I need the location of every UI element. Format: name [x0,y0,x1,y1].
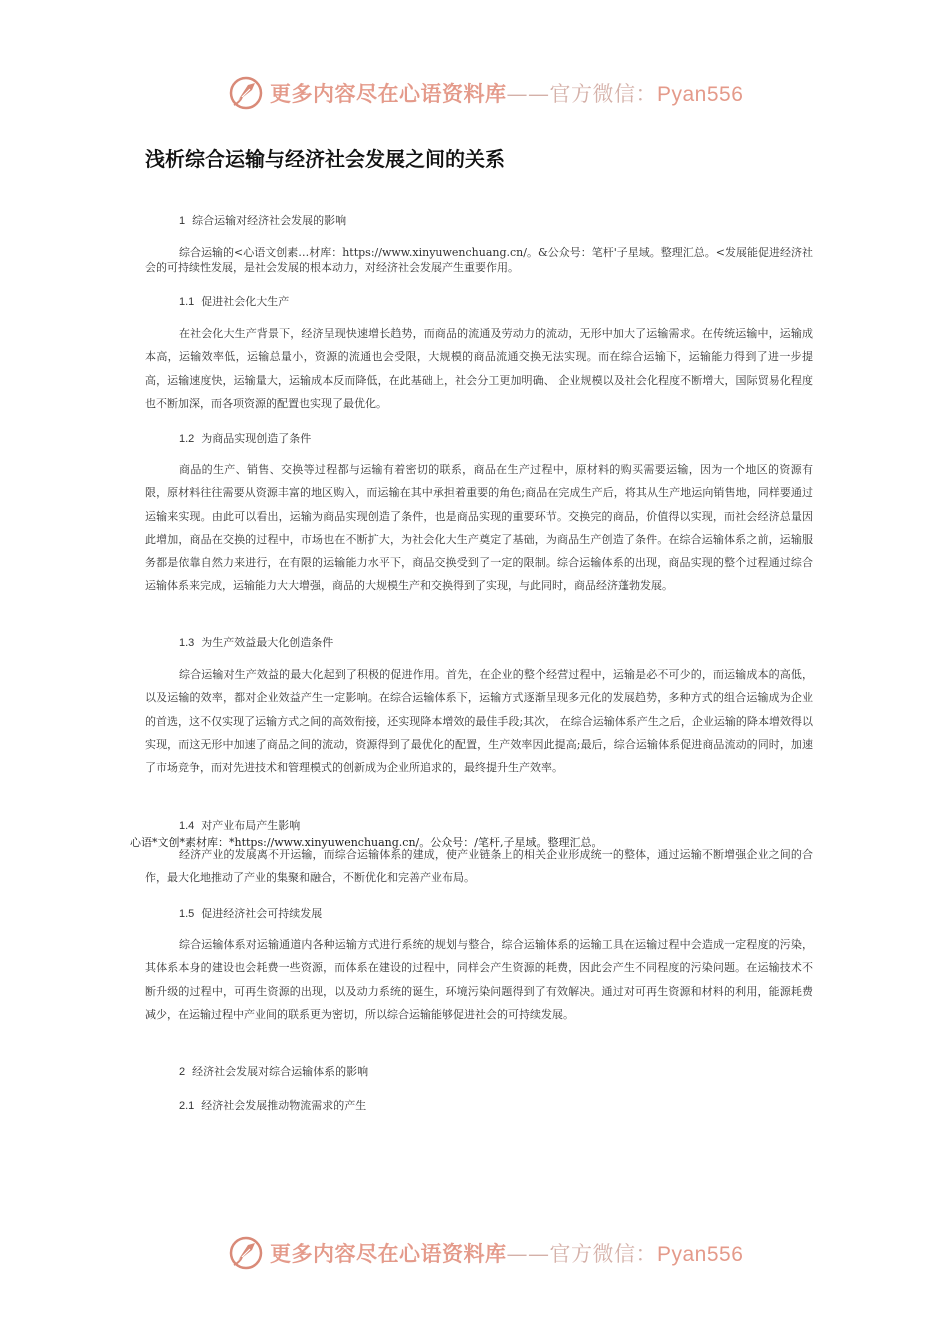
banner-text [270,1238,743,1268]
paragraph-1-3: 综合运输对生产效益的最大化起到了积极的促进作用。首先，在企业的整个经营过程中，运输是必不可少的，而运输成本的高低，以及运输的效率，都对企业效益产生一定影响。在综合运输体系下，运输方式逐渐呈现多元化的发展趋势，多种方式的组合运输成为企业的首选，这不仅实现了运输方式之间的高效衔接，还实现降本增效的最佳手段;其次， 在综合运输体系产生之后，企业运输的降本增效得以实现，而这无形中加速了商品之间的流动，资源得到了最优化的配置，生产效率因此提高;最后，综合运输体系促进商品流动的同时，加速了市场竞争，而对先进技术和管理模式的创新成为企业所追求的，最终提升生产效率。 [145,668,813,775]
heading-text: 经济社会发展对综合运输体系的影响 [192,1065,369,1078]
heading-number: 1 [179,215,186,227]
paragraph-1-4: 经济产业的发展离不开运输，而综合运输体系的建成，使产业链条上的相关企业形成统一的整体，通过运输不断增强企业之间的合作，最大化地推动了产业的集聚和融合，不断优化和完善产业布局。 [145,848,813,885]
heading-2 [179,1063,368,1079]
heading-number: 1.2 [179,433,195,445]
heading-1-5 [179,905,322,921]
banner-part-1: 更多内容尽在心语资料库 [270,1241,507,1266]
heading-text: 为生产效益最大化创造条件 [201,636,334,649]
heading-1-2 [179,430,311,446]
heading-text: 对产业布局产生影响 [201,819,301,832]
document-title: 浅析综合运输与经济社会发展之间的关系 [145,147,505,171]
heading-number: 1.3 [179,637,195,649]
paragraph-1-1: 在社会化大生产背景下，经济呈现快速增长趋势，而商品的流通及劳动力的流动，无形中加大了运输需求。在传统运输中，运输成本高，运输效率低，运输总量小，资源的流通也会受限，大规模的商品流通交换无法实现。而在综合运输下，运输能力得到了进一步提高，运输速度快，运输量大，运输成本反而降低，在此基础上，社会分工更加明确、 企业规模以及社会化程度不断增大，国际贸易化程度也不断加深，而各项资源的配置也实现了最优化。 [145,327,813,410]
banner-part-3: Pyan556 [657,83,744,106]
heading-number: 2.1 [179,1100,195,1112]
footer-banner [0,1233,950,1273]
header-banner [0,73,950,113]
banner-part-2: ——官方微信： [506,82,657,106]
heading-text: 经济社会发展推动物流需求的产生 [201,1099,367,1112]
paragraph-intro: 综合运输的<心语文创素…材库：https://www.xinyuwenchuang.cn/。&公众号：笔杆'子星域。整理汇总。<发展能促进经济社会的可持续性发展，是社会发展的根本动力，对经济社会发展产生重要作用。 [145,246,813,274]
banner-part-3: Pyan556 [657,1243,744,1266]
heading-1-4 [179,817,300,833]
feather-pen-circle-icon [228,75,264,111]
banner-part-2: ——官方微信： [506,1242,657,1266]
heading-text: 促进社会化大生产 [201,295,290,308]
heading-text: 促进经济社会可持续发展 [201,907,323,920]
heading-number: 1.1 [179,296,195,308]
heading-number: 2 [179,1066,186,1078]
paragraph-1-2: 商品的生产、销售、交换等过程都与运输有着密切的联系，商品在生产过程中，原材料的购买需要运输，因为一个地区的资源有限，原材料往往需要从资源丰富的地区购入，而运输在其中承担着重要的角色;商品在完成生产后，将其从生产地运向销售地，同样要通过运输来实现。由此可以看出，运输为商品实现创造了条件，也是商品实现的重要环节。交换完的商品，价值得以实现，而社会经济总量因此增加，商品在交换的过程中，市场也在不断扩大，为社会化大生产奠定了基础，为商品生产创造了条件。在综合运输体系之前，运输服务都是依靠自然力来进行，在有限的运输能力水平下，商品交换受到了一定的限制。综合运输体系的出现，商品实现的整个过程通过综合运输体系来完成，运输能力大大增强，商品的大规模生产和交换得到了实现，与此同时，商品经济蓬勃发展。 [145,463,813,593]
banner-part-1: 更多内容尽在心语资料库 [270,81,507,106]
heading-number: 1.5 [179,908,195,920]
heading-1-1 [179,293,289,309]
heading-text: 为商品实现创造了条件 [201,432,312,445]
feather-pen-circle-icon [228,1235,264,1271]
watermark-line: 心语*文创*素材库：*https://www.xinyuwenchuang.cn/。公众号：/笔杆,子星域。整理汇总。 [130,836,603,849]
banner-text [270,78,743,108]
heading-number: 1.4 [179,820,195,832]
heading-2-1 [179,1097,366,1113]
heading-text: 综合运输对经济社会发展的影响 [192,214,347,227]
heading-1 [179,212,346,228]
heading-1-3 [179,634,333,650]
paragraph-1-5: 综合运输体系对运输通道内各种运输方式进行系统的规划与整合，综合运输体系的运输工具在运输过程中会造成一定程度的污染，其体系本身的建设也会耗费一些资源，而体系在建设的过程中，同样会产生资源的耗费，因此会产生不同程度的污染问题。在运输技术不断升级的过程中，可再生资源的出现，以及动力系统的诞生，环境污染问题得到了有效解决。通过对可再生资源和材料的利用，能源耗费减少，在运输过程中产业间的联系更为密切，所以综合运输能够促进社会的可持续发展。 [145,938,813,1021]
